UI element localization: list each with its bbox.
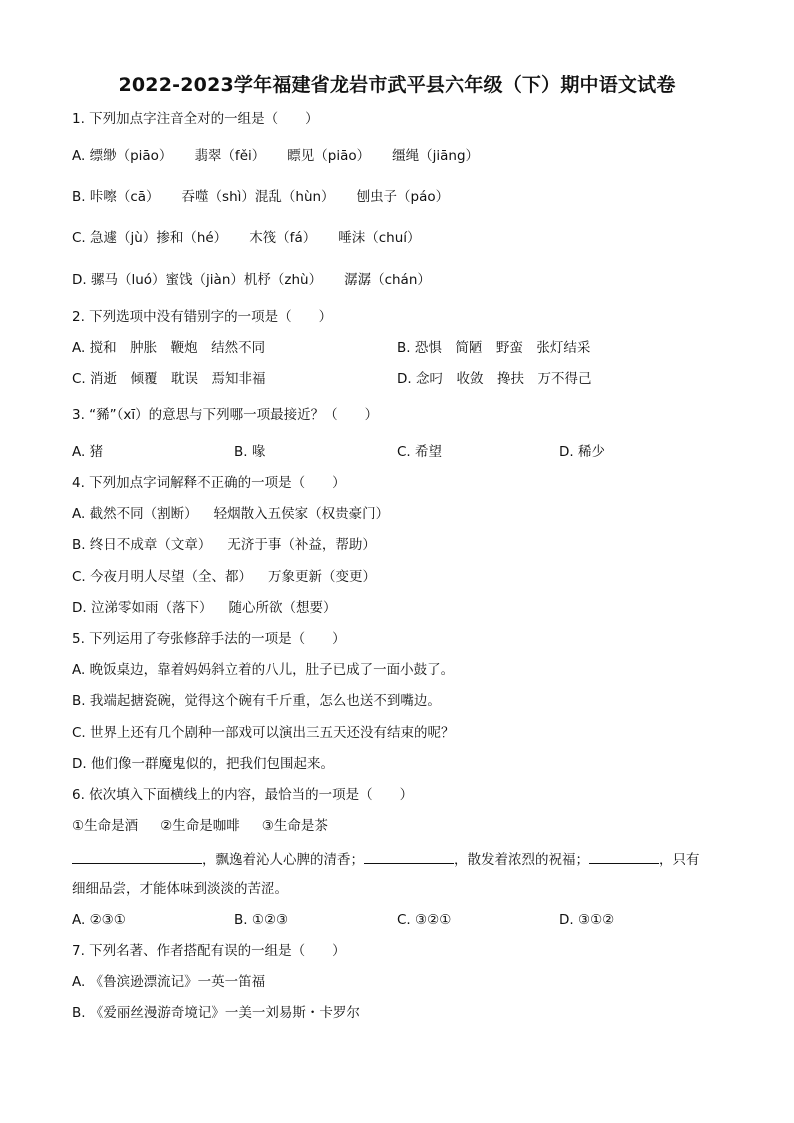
question-5-option-d: D. 他们像一群魔鬼似的，把我们包围起来。	[72, 756, 334, 772]
question-6-stem: 6. 依次填入下面横线上的内容，最恰当的一项是（ ）	[72, 787, 414, 803]
question-4-option-d: D. 泣涕零如雨（落下） 随心所欲（想要）	[72, 600, 337, 616]
question-2-option-a: A. 搅和 肿胀 鞭炮 结然不同	[72, 340, 266, 356]
question-6-passage: ，飘逸着沁人心脾的清香； ，散发着浓烈的祝福； ，只有	[72, 849, 700, 869]
fill-blank	[589, 849, 659, 864]
question-6-option-c: C. ③②①	[397, 912, 452, 928]
question-4-option-c: C. 今夜月明人尽望（全、都） 万象更新（变更）	[72, 569, 377, 585]
page-title: 2022-2023学年福建省龙岩市武平县六年级（下）期中语文试卷	[118, 74, 676, 96]
question-6-option-d: D. ③①②	[559, 912, 615, 928]
question-6-option-b: B. ①②③	[234, 912, 289, 928]
question-2-stem: 2. 下列选项中没有错别字的一项是（ ）	[72, 309, 333, 325]
question-3-option-d: D. 稀少	[559, 444, 605, 460]
question-4-stem: 4. 下列加点字词解释不正确的一项是（ ）	[72, 475, 346, 491]
question-3-option-b: B. 喙	[234, 444, 266, 460]
question-5-option-c: C. 世界上还有几个剧种一部戏可以演出三五天还没有结束的呢？	[72, 725, 455, 741]
question-1-option-a: A. 缥缈（piāo） 翡翠（fěi） 瞟见（piāo） 缰绳（jiāng）	[72, 148, 480, 164]
question-2-option-b: B. 恐惧 简陋 野蛮 张灯结采	[397, 340, 591, 356]
question-6-option-a: A. ②③①	[72, 912, 126, 928]
question-7-stem: 7. 下列名著、作者搭配有误的一组是（ ）	[72, 943, 346, 959]
question-3-stem: 3. “豨”（xī）的意思与下列哪一项最接近？（ ）	[72, 407, 379, 423]
question-1-option-c: C. 急遽（jù）掺和（hé） 木筏（fá） 唾沫（chuí）	[72, 230, 421, 246]
question-5-option-a: A. 晚饭桌边，靠着妈妈斜立着的八儿，肚子已成了一面小鼓了。	[72, 662, 455, 678]
question-5-option-b: B. 我端起搪瓷碗，觉得这个碗有千斤重，怎么也送不到嘴边。	[72, 693, 441, 709]
question-1-option-b: B. 咔嚓（cā） 吞噬（shì）混乱（hùn） 刨虫子（páo）	[72, 189, 450, 205]
question-1-stem: 1. 下列加点字注音全对的一组是（ ）	[72, 111, 319, 127]
question-1-option-d: D. 骡马（luó）蜜饯（jiàn）机杼（zhù） 潺潺（chán）	[72, 272, 431, 288]
question-2-option-c: C. 消逝 倾覆 耽误 焉知非福	[72, 371, 266, 387]
question-7-option-a: A. 《鲁滨逊漂流记》一英一笛福	[72, 974, 266, 990]
question-6-passage-end: 细细品尝，才能体味到淡淡的苦涩。	[72, 881, 288, 897]
fill-blank	[72, 849, 202, 864]
question-6-items: ①生命是酒 ②生命是咖啡 ③生命是茶	[72, 818, 328, 834]
question-4-option-b: B. 终日不成章（文章） 无济于事（补益，帮助）	[72, 537, 376, 553]
question-7-option-b: B. 《爱丽丝漫游奇境记》一美一刘易斯・卡罗尔	[72, 1005, 360, 1021]
question-3-option-c: C. 希望	[397, 444, 443, 460]
question-5-stem: 5. 下列运用了夸张修辞手法的一项是（ ）	[72, 631, 346, 647]
question-2-option-d: D. 念叼 收敛 搀扶 万不得己	[397, 371, 592, 387]
question-4-option-a: A. 截然不同（割断） 轻烟散入五侯家（权贵豪门）	[72, 506, 390, 522]
fill-blank	[364, 849, 454, 864]
question-3-option-a: A. 猪	[72, 444, 104, 460]
